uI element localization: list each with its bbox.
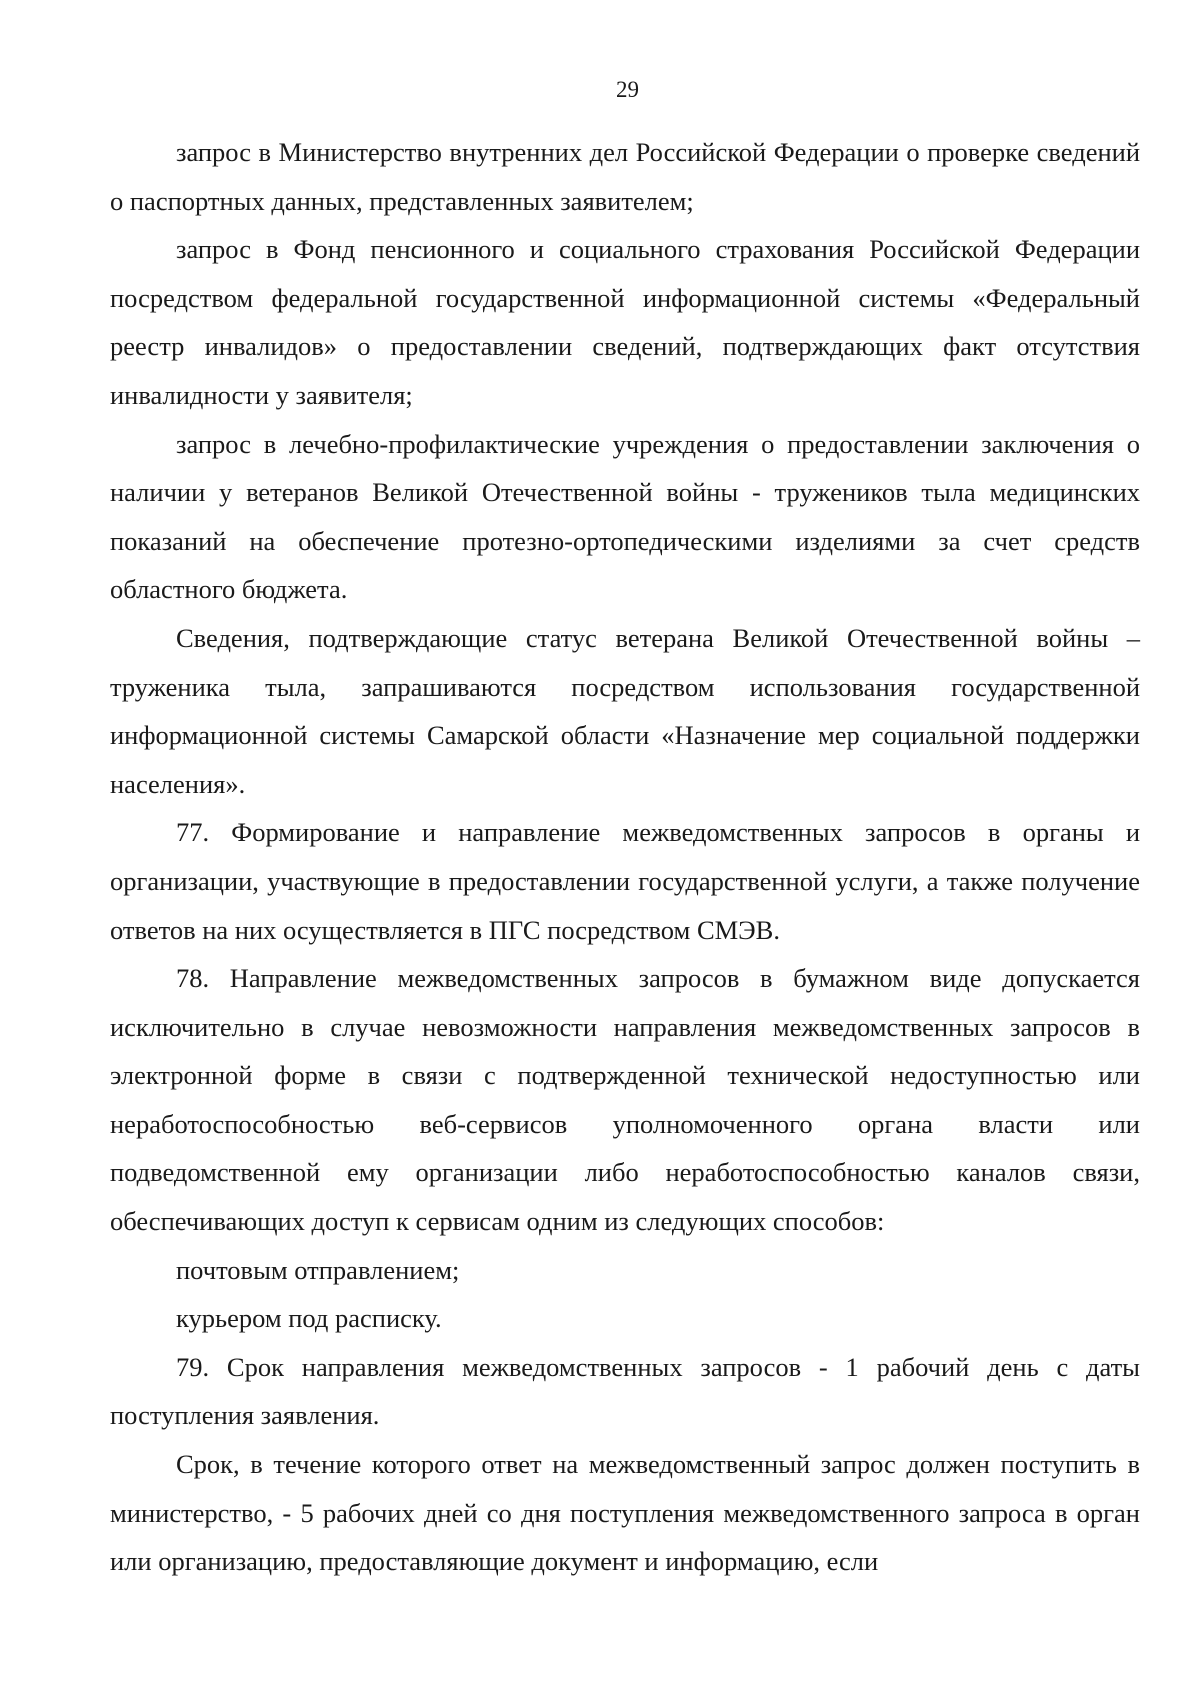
paragraph-postal: почтовым отправлением;	[176, 1254, 460, 1285]
paragraph-77: 77. Формирование и направление межведомственных запросов в органы и организации, участвующие в предоставлении государственной услуги, а также получение ответов на них осуществляется в ПГС посредством СМЭВ.	[110, 817, 1140, 945]
paragraph-mvd-request: запрос в Министерство внутренних дел Российской Федерации о проверке сведений о паспортных данных, представленных заявителем;	[110, 137, 1140, 216]
document-body	[110, 128, 1140, 1586]
paragraph-response-term: Срок, в течение которого ответ на межведомственный запрос должен поступить в министерство, - 5 рабочих дней со дня поступления межведомственного запроса в орган или организацию, предоставляющие документ и информацию, если	[110, 1449, 1140, 1577]
paragraph-79: 79. Срок направления межведомственных запросов - 1 рабочий день с даты поступления заявления.	[110, 1351, 1140, 1431]
paragraph-veteran-status: Сведения, подтверждающие статус ветерана Великой Отечественной войны – труженика тыла, запрашиваются посредством использования государственной информационной системы Самарской области «Назначение мер социальной поддержки населения».	[110, 622, 1140, 799]
paragraph-courier: курьером под расписку.	[176, 1303, 442, 1334]
paragraph-pension-fund-request: запрос в Фонд пенсионного и социального страхования Российской Федерации посредством федеральной государственной информационной системы «Федеральный реестр инвалидов» о предоставлении сведений, подтверждающих факт отсутствия инвалидности у заявителя;	[110, 234, 1140, 410]
page-number: 29	[616, 77, 639, 102]
paragraph-medical-request: запрос в лечебно-профилактические учреждения о предоставлении заключения о наличии у ветеранов Великой Отечественной войны - тружеников тыла медицинских показаний на обеспечение протезно-ортопедическими изделиями за счет средств областного бюджета.	[110, 428, 1140, 605]
paragraph-78: 78. Направление межведомственных запросов в бумажном виде допускается исключительно в случае невозможности направления межведомственных запросов в электронной форме в связи с подтвержденной технической недоступностью или неработоспособностью веб-сервисов уполномоченного органа власти или подведомственной ему организации либо неработоспособностью каналов связи, обеспечивающих доступ к сервисам одним из следующих способов:	[110, 963, 1140, 1237]
